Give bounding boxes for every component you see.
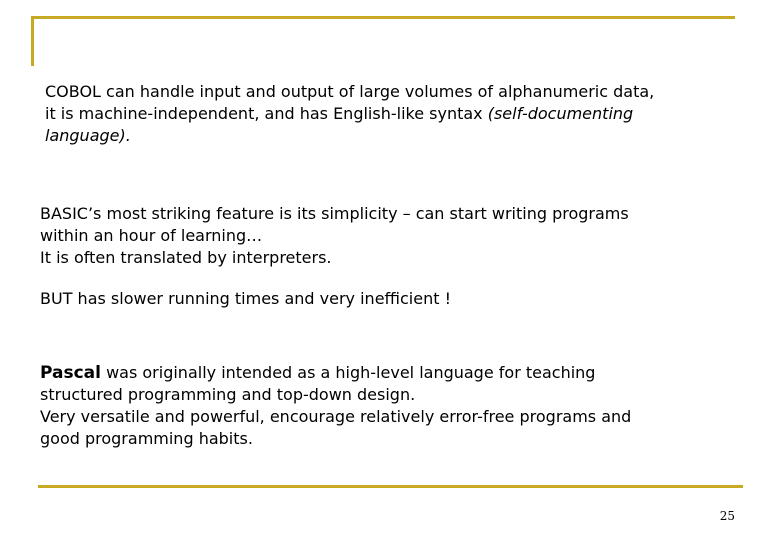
cobol-line-2-emphasis: (self-documenting — [487, 104, 634, 123]
bottom-border-rule — [38, 485, 743, 488]
cobol-line-1: COBOL can handle input and output of large volumes of alphanumeric data, — [45, 82, 655, 101]
pascal-line-2: structured programming and top-down design. — [40, 385, 416, 404]
but-paragraph — [40, 288, 451, 310]
pascal-keyword: Pascal — [40, 363, 101, 383]
cobol-paragraph — [45, 81, 654, 147]
pascal-line-3: Very versatile and powerful, encourage relatively error-free programs and — [40, 407, 632, 426]
pascal-paragraph — [40, 362, 631, 450]
cobol-line-3-emphasis: language). — [45, 126, 131, 145]
basic-line-1: BASIC’s most striking feature is its simplicity – can start writing programs — [40, 204, 629, 223]
page-number: 25 — [719, 509, 735, 523]
but-line-1: BUT has slower running times and very inefficient ! — [40, 289, 452, 308]
top-border-rule — [31, 16, 735, 19]
left-border-rule — [31, 16, 34, 66]
pascal-line-1 — [40, 362, 631, 384]
cobol-line-2-text: it is machine-independent, and has English-like syntax — [45, 104, 483, 123]
pascal-line-4: good programming habits. — [40, 429, 253, 448]
basic-paragraph — [40, 203, 629, 269]
pascal-line-1-rest: was originally intended as a high-level language for teaching — [106, 363, 596, 382]
basic-line-2: within an hour of learning… — [40, 226, 263, 245]
basic-line-3: It is often translated by interpreters. — [40, 248, 332, 267]
cobol-line-2 — [45, 103, 654, 125]
